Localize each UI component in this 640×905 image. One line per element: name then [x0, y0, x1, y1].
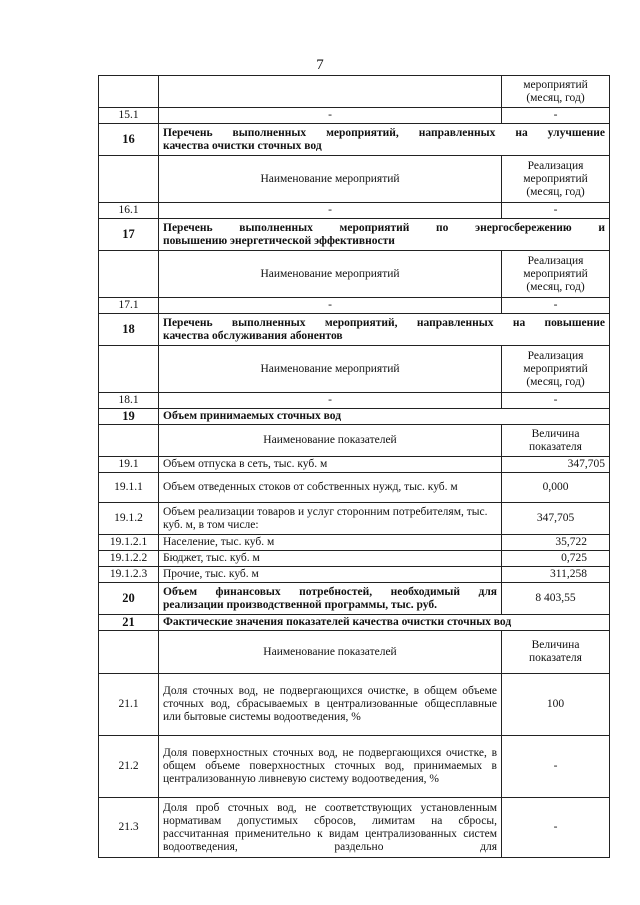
table-row: [99, 798, 610, 858]
table-row: [99, 567, 610, 583]
section-title: [159, 219, 610, 251]
section-title: [159, 583, 502, 615]
section-row: [99, 583, 610, 615]
row-name: -: [159, 393, 502, 409]
column-header-name: Наименование мероприятий: [159, 346, 502, 393]
table-row: [99, 674, 610, 736]
section-number: 18: [99, 314, 159, 346]
page-number: 7: [316, 57, 324, 73]
row-name: Доля проб сточных вод, не соответствующих установленным нормативам допустимых сбросов, лимитам на сбросы, рассчитанная применительно к видам централизованных систем водоотведения, раздельно для: [159, 798, 502, 858]
table-row: [99, 393, 610, 409]
section-title-line: качества обслуживания абонентов: [163, 329, 343, 342]
section-row: [99, 314, 610, 346]
section-title-line: Перечень выполненных мероприятий по энергосбережению и: [163, 221, 605, 234]
row-name: -: [159, 298, 502, 314]
section-number: 17: [99, 219, 159, 251]
row-value: 0,000: [502, 473, 610, 503]
column-header-value: Величина показателя: [502, 425, 610, 457]
column-header-name: Наименование мероприятий: [159, 156, 502, 203]
column-header-row: [99, 251, 610, 298]
row-value: -: [502, 298, 610, 314]
row-value: -: [502, 203, 610, 219]
section-row: [99, 219, 610, 251]
section-title: Фактические значения показателей качества очистки сточных вод: [159, 615, 610, 631]
section-title: [159, 314, 610, 346]
section-title-line: реализации производственной программы, тыс. руб.: [163, 598, 437, 611]
column-header-row: [99, 425, 610, 457]
row-number: 21.3: [99, 798, 159, 858]
row-name: Бюджет, тыс. куб. м: [159, 551, 502, 567]
row-number: 16.1: [99, 203, 159, 219]
row-number: 19.1.2.1: [99, 535, 159, 551]
row-number: 19.1: [99, 457, 159, 473]
column-header-row: [99, 631, 610, 674]
row-value: 347,705: [502, 503, 610, 535]
table-row: [99, 736, 610, 798]
row-name: Доля сточных вод, не подвергающихся очистке, в общем объеме сточных вод, сбрасываемых в централизованные общесплавные или бытовые системы водоотведения, %: [159, 674, 502, 736]
row-name: Население, тыс. куб. м: [159, 535, 502, 551]
row-number: 19.1.2.3: [99, 567, 159, 583]
row-value: 311,258: [502, 567, 610, 583]
table-row: [99, 203, 610, 219]
row-number: 19.1.1: [99, 473, 159, 503]
section-title-line: качества очистки сточных вод: [163, 139, 322, 152]
row-value: -: [502, 393, 610, 409]
row-number: 21.2: [99, 736, 159, 798]
column-header-row: [99, 156, 610, 203]
row-value: -: [502, 736, 610, 798]
row-value: 35,722: [502, 535, 610, 551]
column-header-value: Величина показателя: [502, 631, 610, 674]
row-value: 347,705: [502, 457, 610, 473]
table-row: [99, 76, 610, 108]
column-header-name: Наименование показателей: [159, 425, 502, 457]
table-row: [99, 535, 610, 551]
row-value: 8 403,55: [502, 583, 610, 615]
row-value: -: [502, 108, 610, 124]
section-row: [99, 124, 610, 156]
section-title-line: Перечень выполненных мероприятий, направленных на повышение: [163, 316, 605, 329]
column-header-realization: Реализация мероприятий (месяц, год): [502, 346, 610, 393]
section-number: 19: [99, 409, 159, 425]
table-row: [99, 298, 610, 314]
table-row: [99, 503, 610, 535]
row-value: 100: [502, 674, 610, 736]
row-number: 19.1.2.2: [99, 551, 159, 567]
section-title: [159, 124, 610, 156]
column-header-row: [99, 346, 610, 393]
row-number: 19.1.2: [99, 503, 159, 535]
row-number: 15.1: [99, 108, 159, 124]
row-number: 18.1: [99, 393, 159, 409]
row-name: Прочие, тыс. куб. м: [159, 567, 502, 583]
row-value: 0,725: [502, 551, 610, 567]
section-title: Объем принимаемых сточных вод: [159, 409, 610, 425]
table-row: [99, 473, 610, 503]
section-title-line: Объем финансовых потребностей, необходимый для: [163, 585, 497, 598]
section-title-line: Перечень выполненных мероприятий, направленных на улучшение: [163, 126, 605, 139]
section-row: [99, 615, 610, 631]
row-name: Доля поверхностных сточных вод, не подвергающихся очистке, в общем объеме поверхностных сточных вод, принимаемых в централизованную ливневую систему водоотведения, %: [159, 736, 502, 798]
column-header-name: Наименование мероприятий: [159, 251, 502, 298]
section-number: 20: [99, 583, 159, 615]
row-value: -: [502, 798, 610, 858]
row-name: Объем реализации товаров и услуг сторонним потребителям, тыс. куб. м, в том числе:: [159, 503, 502, 535]
table-row: [99, 108, 610, 124]
section-number: 21: [99, 615, 159, 631]
table-row: [99, 551, 610, 567]
row-name: -: [159, 108, 502, 124]
section-title-line: повышению энергетической эффективности: [163, 234, 395, 247]
column-header-realization: мероприятий (месяц, год): [502, 76, 610, 108]
row-number: 21.1: [99, 674, 159, 736]
column-header-name: Наименование показателей: [159, 631, 502, 674]
row-name: -: [159, 203, 502, 219]
row-name: Объем отведенных стоков от собственных нужд, тыс. куб. м: [159, 473, 502, 503]
indicators-table: [98, 75, 610, 858]
column-header-realization: Реализация мероприятий (месяц, год): [502, 251, 610, 298]
column-header-realization: Реализация мероприятий (месяц, год): [502, 156, 610, 203]
section-number: 16: [99, 124, 159, 156]
row-name: Объем отпуска в сеть, тыс. куб. м: [159, 457, 502, 473]
section-row: [99, 409, 610, 425]
table-row: [99, 457, 610, 473]
row-number: 17.1: [99, 298, 159, 314]
